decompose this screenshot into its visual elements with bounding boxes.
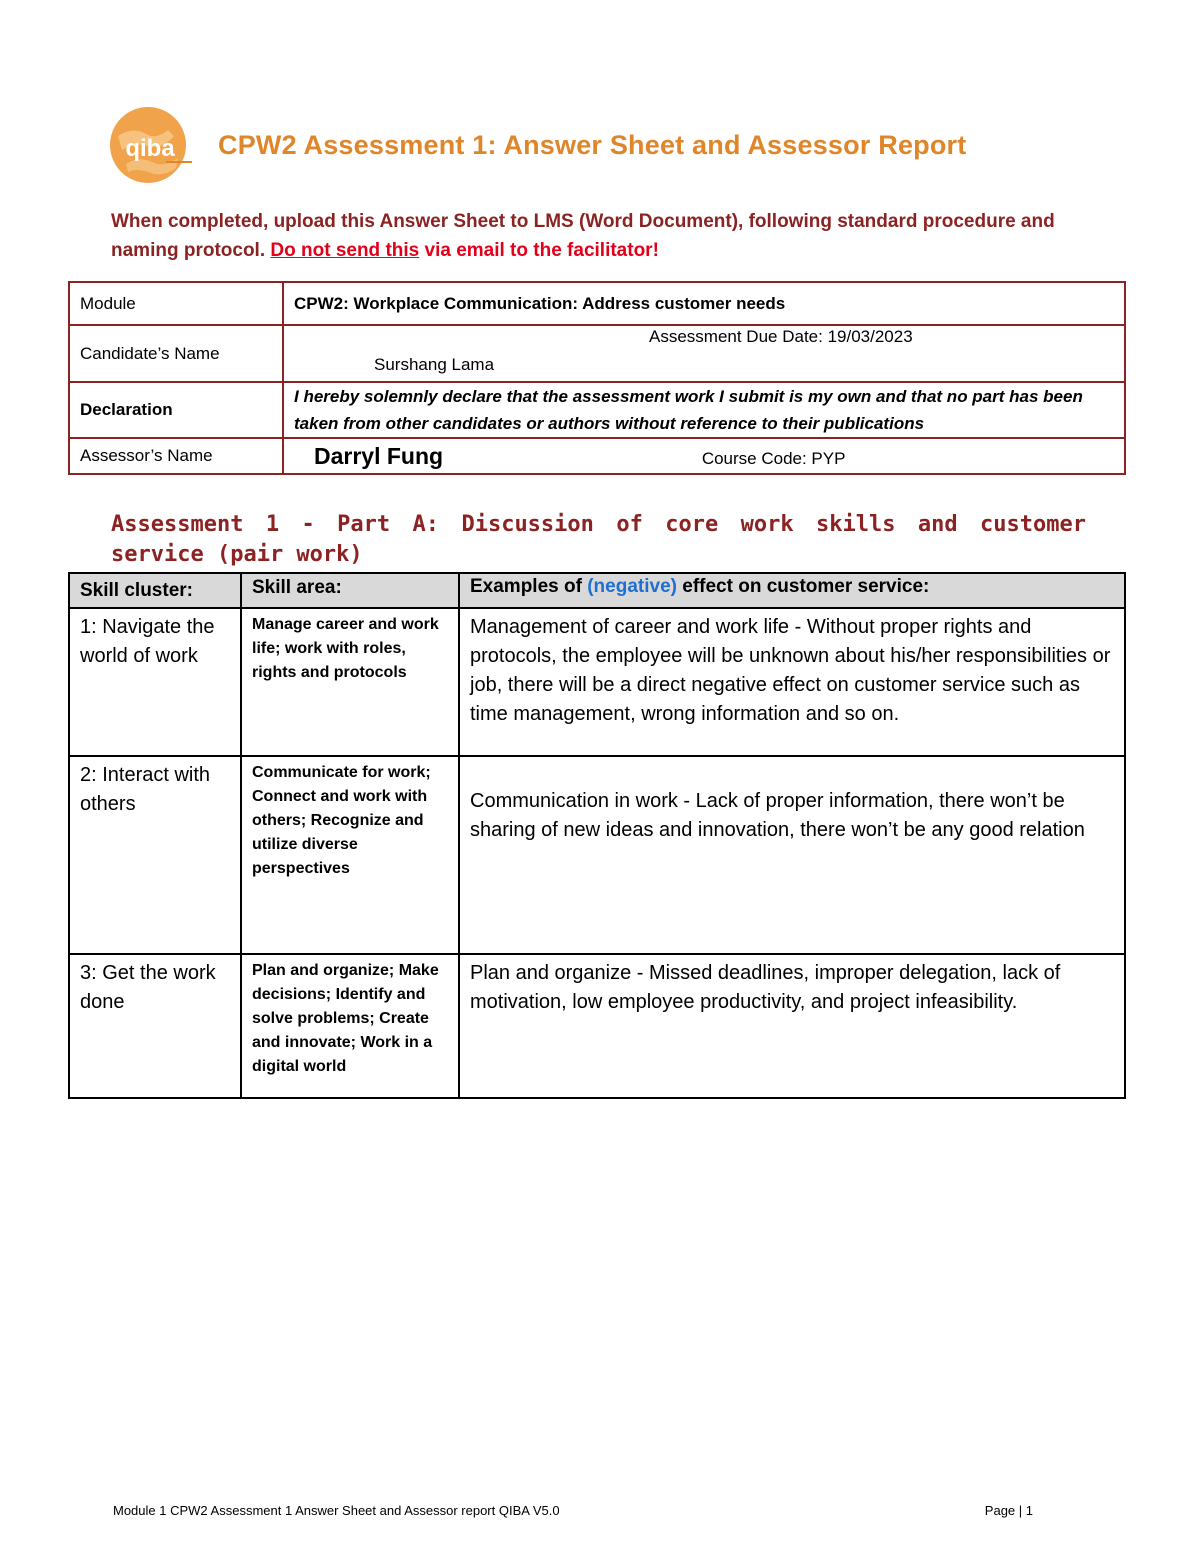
header-examples-negative: (negative) bbox=[587, 576, 677, 597]
skills-table bbox=[68, 572, 1126, 1099]
skill-area: Communicate for work; Connect and work with others; Recognize and utilize diverse perspectives bbox=[241, 756, 459, 954]
example-answer[interactable]: Communication in work - Lack of proper information, there won’t be sharing of new ideas and innovation, there won’t be any good relation bbox=[459, 756, 1125, 954]
table-row bbox=[69, 756, 1125, 954]
table-row bbox=[69, 608, 1125, 756]
skill-cluster: 2: Interact with others bbox=[69, 756, 241, 954]
candidate-name: Surshang Lama bbox=[374, 354, 495, 374]
assessor-name: Darryl Fung bbox=[314, 442, 444, 469]
skills-header-row bbox=[69, 573, 1125, 608]
candidate-label: Candidate’s Name bbox=[69, 325, 283, 382]
instructions-text: When completed, upload this Answer Sheet to LMS (Word Document), following standard procedure and naming protocol. bbox=[111, 211, 1055, 261]
declaration-row bbox=[69, 382, 1125, 438]
example-answer[interactable]: Management of career and work life - Without proper rights and protocols, the employee will be unknown about his/her responsibilities or job, there will be a direct negative effect on customer service such as time management, wrong information and so on. bbox=[459, 608, 1125, 756]
assessor-row bbox=[69, 438, 1125, 474]
skill-cluster: 1: Navigate the world of work bbox=[69, 608, 241, 756]
page-title: CPW2 Assessment 1: Answer Sheet and Assessor Report bbox=[218, 130, 967, 160]
header-examples bbox=[459, 573, 1125, 608]
module-label: Module bbox=[69, 282, 283, 325]
footer-document-info: Module 1 CPW2 Assessment 1 Answer Sheet and Assessor report QIBA V5.0 bbox=[113, 1503, 560, 1518]
table-row bbox=[69, 954, 1125, 1098]
header-area: Skill area: bbox=[241, 573, 459, 608]
course-code: Course Code: PYP bbox=[701, 448, 846, 468]
header-examples-post: effect on customer service: bbox=[682, 576, 930, 597]
qiba-logo bbox=[108, 106, 192, 184]
logo-text: qiba bbox=[125, 135, 175, 162]
due-date: Assessment Due Date: 19/03/2023 bbox=[649, 326, 913, 346]
module-value: CPW2: Workplace Communication: Address customer needs bbox=[283, 282, 1125, 325]
page-footer bbox=[113, 1503, 1033, 1518]
assessor-cell[interactable] bbox=[283, 438, 1125, 474]
part-a-heading: Assessment 1 - Part A: Discussion of core work skills and customer service (pair work) bbox=[111, 512, 1086, 567]
page-number: Page | 1 bbox=[984, 1503, 1033, 1518]
email-warning-tail: via email to the facilitator! bbox=[424, 240, 659, 261]
example-answer[interactable]: Plan and organize - Missed deadlines, improper delegation, lack of motivation, low employee productivity, and project infeasibility. bbox=[459, 954, 1125, 1098]
declaration-text: I hereby solemnly declare that the assessment work I submit is my own and that no part has been taken from other candidates or authors without reference to their publications bbox=[283, 382, 1125, 438]
skill-area: Plan and organize; Make decisions; Identify and solve problems; Create and innovate; Work in a digital world bbox=[241, 954, 459, 1098]
email-warning: Do not send this bbox=[270, 240, 420, 261]
declaration-label: Declaration bbox=[69, 382, 283, 438]
header-cluster: Skill cluster: bbox=[69, 573, 241, 608]
upload-instructions bbox=[111, 207, 1111, 265]
header-examples-pre: Examples of bbox=[470, 576, 582, 597]
candidate-info-table bbox=[68, 281, 1126, 475]
candidate-cell[interactable] bbox=[283, 325, 1125, 382]
module-row bbox=[69, 282, 1125, 325]
skill-area: Manage career and work life; work with roles, rights and protocols bbox=[241, 608, 459, 756]
candidate-row bbox=[69, 325, 1125, 382]
skill-cluster: 3: Get the work done bbox=[69, 954, 241, 1098]
assessor-label: Assessor’s Name bbox=[69, 438, 283, 474]
